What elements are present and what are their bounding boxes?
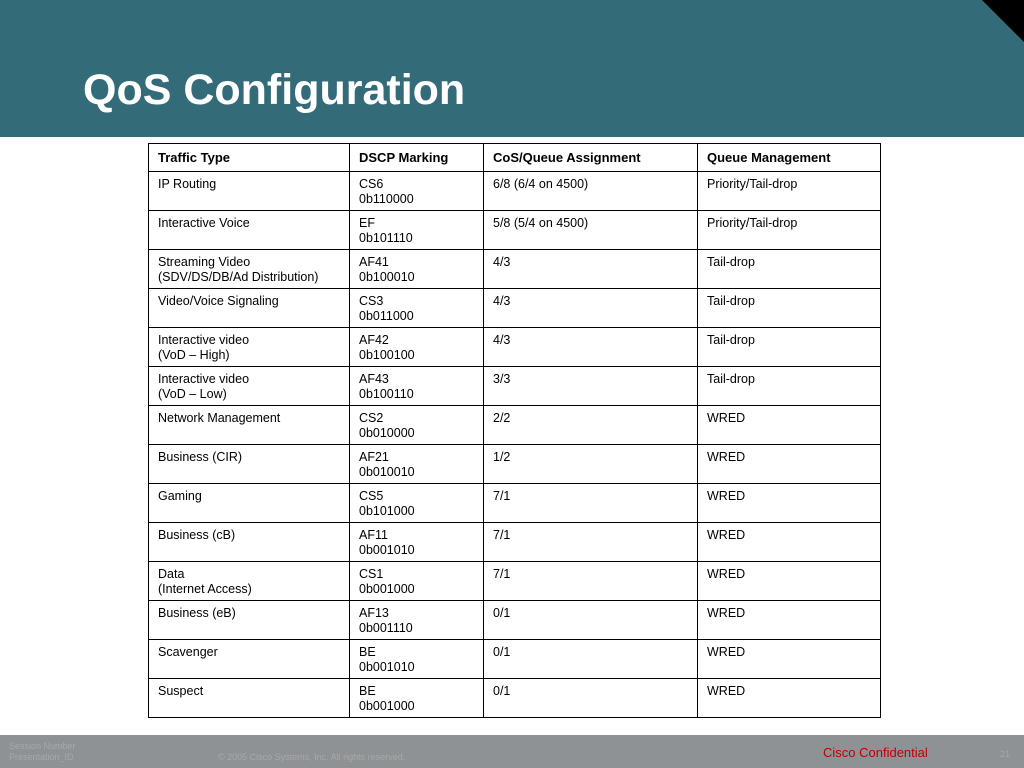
dscp-marking-cell-line: 0b001110 <box>359 621 413 635</box>
table-row <box>149 601 881 640</box>
traffic-type-cell <box>149 484 350 523</box>
table-row <box>149 172 881 211</box>
dscp-marking-cell-line: 0b100110 <box>359 387 414 401</box>
cos-queue-cell: 7/1 <box>484 523 698 562</box>
queue-management-cell: Tail-drop <box>698 289 881 328</box>
dscp-marking-cell <box>350 406 484 445</box>
header-cos-queue-assignment: CoS/Queue Assignment <box>484 144 698 172</box>
cos-queue-cell: 5/8 (5/4 on 4500) <box>484 211 698 250</box>
queue-management-cell: Priority/Tail-drop <box>698 211 881 250</box>
dscp-marking-cell <box>350 523 484 562</box>
table-row <box>149 328 881 367</box>
dscp-marking-cell-line: AF21 <box>359 450 389 464</box>
dscp-marking-cell <box>350 679 484 718</box>
traffic-type-cell-line: (Internet Access) <box>158 582 252 596</box>
qos-table <box>148 143 881 718</box>
table-row <box>149 445 881 484</box>
dscp-marking-cell-line: BE <box>359 684 376 698</box>
table-row <box>149 250 881 289</box>
traffic-type-cell-line: Interactive video <box>158 372 250 386</box>
dscp-marking-cell-line: CS1 <box>359 567 384 581</box>
dscp-marking-cell-line: AF13 <box>359 606 389 620</box>
traffic-type-cell <box>149 172 350 211</box>
dscp-marking-cell-line: AF42 <box>359 333 389 347</box>
traffic-type-cell-line: Business (cB) <box>158 528 236 542</box>
cos-queue-cell: 6/8 (6/4 on 4500) <box>484 172 698 211</box>
table-row <box>149 484 881 523</box>
dscp-marking-cell-line: CS6 <box>359 177 384 191</box>
dscp-marking-cell-line: 0b100010 <box>359 270 415 284</box>
cos-queue-cell: 7/1 <box>484 562 698 601</box>
confidential-label: Cisco Confidential <box>823 745 928 760</box>
cos-queue-cell: 0/1 <box>484 679 698 718</box>
table-row <box>149 679 881 718</box>
traffic-type-cell-line: Business (CIR) <box>158 450 243 464</box>
cos-queue-cell: 3/3 <box>484 367 698 406</box>
dscp-marking-cell-line: 0b010000 <box>359 426 415 440</box>
table-body <box>149 172 881 718</box>
dscp-marking-cell-line: CS5 <box>359 489 384 503</box>
dscp-marking-cell <box>350 211 484 250</box>
dscp-marking-cell-line: 0b101000 <box>359 504 415 518</box>
cos-queue-cell: 1/2 <box>484 445 698 484</box>
queue-management-cell: WRED <box>698 523 881 562</box>
queue-management-cell: Tail-drop <box>698 328 881 367</box>
dscp-marking-cell-line: 0b010010 <box>359 465 415 479</box>
table-row <box>149 211 881 250</box>
traffic-type-cell-line: IP Routing <box>158 177 217 191</box>
traffic-type-cell-line: Interactive Voice <box>158 216 250 230</box>
queue-management-cell: Priority/Tail-drop <box>698 172 881 211</box>
traffic-type-cell <box>149 250 350 289</box>
dscp-marking-cell-line: AF11 <box>359 528 388 542</box>
cos-queue-cell: 4/3 <box>484 328 698 367</box>
queue-management-cell: WRED <box>698 679 881 718</box>
footer-bar <box>0 735 1024 768</box>
traffic-type-cell-line: (VoD – Low) <box>158 387 227 401</box>
dscp-marking-cell-line: 0b100100 <box>359 348 415 362</box>
traffic-type-cell <box>149 445 350 484</box>
table-row <box>149 640 881 679</box>
dscp-marking-cell <box>350 640 484 679</box>
dscp-marking-cell <box>350 562 484 601</box>
traffic-type-cell <box>149 328 350 367</box>
table-row <box>149 367 881 406</box>
traffic-type-cell-line: Network Management <box>158 411 281 425</box>
traffic-type-cell-line: Video/Voice Signaling <box>158 294 279 308</box>
table-row <box>149 523 881 562</box>
dscp-marking-cell-line: 0b001000 <box>359 582 415 596</box>
dscp-marking-cell <box>350 172 484 211</box>
queue-management-cell: Tail-drop <box>698 250 881 289</box>
queue-management-cell: Tail-drop <box>698 367 881 406</box>
cos-queue-cell: 4/3 <box>484 250 698 289</box>
traffic-type-cell <box>149 523 350 562</box>
dscp-marking-cell-line: 0b011000 <box>359 309 414 323</box>
dscp-marking-cell <box>350 250 484 289</box>
queue-management-cell: WRED <box>698 406 881 445</box>
header-queue-management: Queue Management <box>698 144 881 172</box>
traffic-type-cell-line: Gaming <box>158 489 202 503</box>
cos-queue-cell: 0/1 <box>484 601 698 640</box>
dscp-marking-cell <box>350 289 484 328</box>
dscp-marking-cell <box>350 484 484 523</box>
dscp-marking-cell-line: 0b001010 <box>359 543 415 557</box>
cos-queue-cell: 0/1 <box>484 640 698 679</box>
traffic-type-cell <box>149 679 350 718</box>
table-row <box>149 406 881 445</box>
cos-queue-cell: 7/1 <box>484 484 698 523</box>
queue-management-cell: WRED <box>698 562 881 601</box>
cos-queue-cell: 4/3 <box>484 289 698 328</box>
copyright-text: © 2005 Cisco Systems, Inc. All rights reserved. <box>218 752 406 762</box>
traffic-type-cell-line: Interactive video <box>158 333 250 347</box>
dscp-marking-cell-line: EF <box>359 216 375 230</box>
traffic-type-cell <box>149 289 350 328</box>
title-band <box>0 0 1024 137</box>
table-header-row <box>149 144 881 172</box>
session-number-text: Session Number <box>9 741 76 751</box>
page-number: 21 <box>1000 749 1011 759</box>
traffic-type-cell-line: Scavenger <box>158 645 218 659</box>
traffic-type-cell-line: Data <box>158 567 185 581</box>
traffic-type-cell-line: Business (eB) <box>158 606 236 620</box>
queue-management-cell: WRED <box>698 445 881 484</box>
header-traffic-type: Traffic Type <box>149 144 350 172</box>
traffic-type-cell <box>149 640 350 679</box>
presentation-id-text: Presentation_ID <box>9 752 74 762</box>
dscp-marking-cell <box>350 445 484 484</box>
traffic-type-cell <box>149 601 350 640</box>
dscp-marking-cell-line: AF41 <box>359 255 389 269</box>
traffic-type-cell <box>149 406 350 445</box>
corner-fold-decoration <box>982 0 1024 42</box>
dscp-marking-cell-line: 0b110000 <box>359 192 414 206</box>
traffic-type-cell-line: Suspect <box>158 684 204 698</box>
header-dscp-marking: DSCP Marking <box>350 144 484 172</box>
dscp-marking-cell-line: AF43 <box>359 372 389 386</box>
traffic-type-cell <box>149 367 350 406</box>
dscp-marking-cell-line: 0b101110 <box>359 231 413 245</box>
queue-management-cell: WRED <box>698 601 881 640</box>
traffic-type-cell-line: (SDV/DS/DB/Ad Distribution) <box>158 270 319 284</box>
dscp-marking-cell-line: CS3 <box>359 294 384 308</box>
dscp-marking-cell <box>350 328 484 367</box>
traffic-type-cell-line: (VoD – High) <box>158 348 230 362</box>
traffic-type-cell <box>149 211 350 250</box>
dscp-marking-cell-line: 0b001010 <box>359 660 415 674</box>
cos-queue-cell: 2/2 <box>484 406 698 445</box>
footer-session-info <box>9 741 76 763</box>
table-row <box>149 289 881 328</box>
dscp-marking-cell-line: 0b001000 <box>359 699 415 713</box>
dscp-marking-cell <box>350 601 484 640</box>
dscp-marking-cell-line: CS2 <box>359 411 384 425</box>
queue-management-cell: WRED <box>698 640 881 679</box>
table-row <box>149 562 881 601</box>
dscp-marking-cell <box>350 367 484 406</box>
traffic-type-cell-line: Streaming Video <box>158 255 251 269</box>
traffic-type-cell <box>149 562 350 601</box>
queue-management-cell: WRED <box>698 484 881 523</box>
dscp-marking-cell-line: BE <box>359 645 376 659</box>
slide-title: QoS Configuration <box>83 66 466 114</box>
